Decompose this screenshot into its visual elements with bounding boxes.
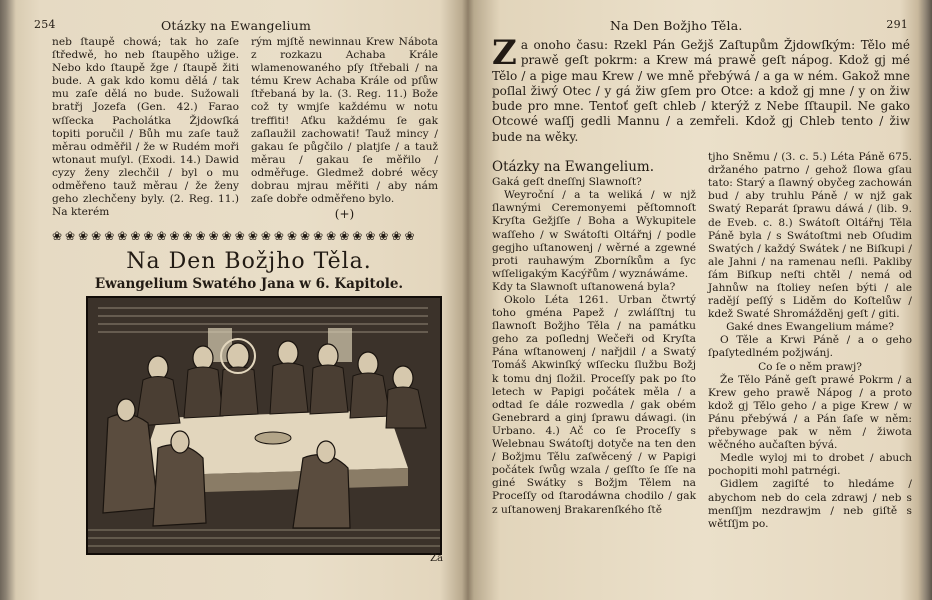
answer: Medle wyloj mi to drobet / abuch pochopiti mohl patrnégi. <box>708 452 912 478</box>
woodcut-illustration <box>88 298 440 553</box>
question: Kdy ta Slawnoſt uſtanowená byla? <box>492 280 676 293</box>
question: Gaká geſt dneſſnj Slawnoſt? <box>492 176 642 189</box>
section-heading: Otázky na Ewangelium. <box>492 159 654 176</box>
last-supper-woodcut <box>86 296 442 555</box>
text-column-2 <box>708 151 912 531</box>
running-title: Na Den Božjho Těla. <box>610 18 743 33</box>
feast-title: Na Den Božjho Těla. <box>126 249 372 275</box>
answer: Weyroční / a ta weliká / w njž ſlawnými Ceremonyemi pěſtomnoſt Kryſta Gežjſſe / Boha a Wykupitele waſſeho / w Swátoſti Oltářnj / podle gegjho uſtanowenj / wěrné a zgewné proti rauhawým Zborníkům a ſyc wſſeligakým Kacýřům / wyznáwáme. <box>492 189 696 280</box>
answer: Okolo Léta 1261. Urban čtwrtý toho gména Papež / zwláſſtnj tu ſlawnoſt Božjho Těla / na památku geho za poſlednj Wečeři od Kryſta Pána wſtanowenj / nařjdil / a Swatý Tomáš Akwinſký wſſecku ſlužbu Božj k tomu dnj ſložil. Proceſſy pak po ſto letech w Papigi počátek měla / a odtad ſe dále rozwedla / gak obém Genebrard a ginj ſprawu dáwagi. (in Urbano. 4.) Ač co ſe Proceſſy s Welebnau Swátoſtj dotyče na ten den / Božjmu Tělu zaſwěcený / w Papigi počátek ſwůg wzala / geſſto ſe ſſe na giné Swátky s Božjm Tělem na Proceſſy od ſtarodáwna chodilo / gak z uſtanowenj Brakarenſkého ſtě <box>492 294 696 516</box>
ornament-border: ❀❀❀❀❀❀❀❀❀❀❀❀❀❀❀❀❀❀❀❀❀❀❀❀❀❀❀❀ <box>52 229 418 244</box>
page-number: 291 <box>886 18 908 31</box>
text-columns <box>20 36 452 221</box>
intro-text: a onoho času: Rzekl Pán Gežjš Zaſtupům Žjdowſkým: Tělo mé prawě geſt pokrm: a Krew má prawě geſt nápog. Kdož gj mé Tělo / a pige mau Krew / we mně přebýwá / a ga w ném. Gakož mne poſlal žiwý Otec / y gá žiw gſem pro Otce: a kdož gj mne / y on žiw bude pro mne. Tentoť geſt chleb / kterýž z Nebe ſſtaupil. Ne gako Otcowé waſſj gedli Mannu / a zemřeli. Kdož gj Chleb tento / žiw bude na wěky. <box>492 38 910 144</box>
drop-cap: Z <box>492 33 517 73</box>
ornament-mark: (+) <box>334 207 355 222</box>
running-head <box>20 18 452 36</box>
left-page <box>20 18 452 578</box>
question: Gaké dnes Ewangelium máme? <box>726 321 894 334</box>
catchword: Za <box>430 553 443 564</box>
question: Co ſe o něm prawj? <box>758 360 862 373</box>
right-page <box>482 18 912 578</box>
text-column-2 <box>251 36 438 221</box>
paragraph: rým mjſtě newinnau Krew Nábota z rozkazu Achaba Krále wlamenowaného pſy ſtřebali / na tému Krew Achaba Krále od pſůw ſtřebaná by la. (3. Reg. 11.) Bože což ty wmjſe každému w notu treffiti! Aťku každému ſe gak zaſlaužil zachowati! Tauž mincy / gakau ſe půgčilo / platjſe / a tauž měrau / gakau ſe měřilo / odměřuge. Gledmež dobré wěcy dobrau mjrau měřiti / aby nám zaſe dobře odměřeno bylo. <box>251 36 438 206</box>
answer: Gidlem zagiſté to hledáme / abychom neb do cela zdrawj / neb s menſſjm nezdrawjm / neb giſtě s wětſſjm po. <box>708 478 912 530</box>
text-columns <box>482 151 912 531</box>
running-head <box>482 18 912 36</box>
answer: O Těle a Krwi Páně / a o geho ſpaſytedlném požjwánj. <box>708 334 912 360</box>
gospel-subtitle: Ewangelium Swatého Jana w 6. Kapitole. <box>94 276 404 293</box>
gospel-intro <box>482 33 912 145</box>
paragraph: neb ſtaupě chowá; tak ho zaſe ſtředwě, ho neb ſtaupěho užige. Nebo kdo ſtaupě žge / ſtaupě žiti bude. A gak kdo komu dělá / tak mu zaſe dělá no bude. Sužowali bratřj Jozefa (Gen. 42.) Farao wſſecka Pacholátka Žjdowſká topiti poručil / Bůh mu zaſe tauž měrau odměřil / že w Rudém moři wtonaut muſyl. (Exodi. 14.) Dawid cyzy ženy zlechčil / byl o mu odměřeno tauž měrau / že ženy geho zlechčeny byly. (2. Reg. 11.) Na kterém <box>52 36 239 219</box>
paragraph: tjho Sněmu / (3. c. 5.) Léta Páně 675. držaného patrno / gehož ſlowa gſau tato: Starý a ſlawný obyčeg zachowán bud / aby truhlu Páně / w njž gak Swatý Reparát ſprawu dáwá / (lib. 9. de Eveb. c. 8.) Swátoſt Oltářnj Těla Páně byla / s Swátoſtmi neb Oſudim Swatých / každý Swátek / ne Biſkupi / ale Jahni / na ramenau neſli. Pakliby ſám Biſkup neſti chtěl / nemá od Jahnůw na ſtoliey neſen býti / ale radějí peſſý s Liděm do Koſtelůw / kdež Swaté Shromážděnj geſt / giti. <box>708 151 912 321</box>
answer: Že Tělo Páně geſt prawé Pokrm / a Krew geho prawě Nápog / a proto kdož gj Tělo geho / a pige Krew / w Pánu přebýwá / a Pán ſaſe w něm: přebywage pak w něm / žiwota wěčného aučaſten bývá. <box>708 373 912 452</box>
running-title: Otázky na Ewangelium <box>160 18 312 33</box>
text-column-1 <box>52 36 239 221</box>
page-number: 254 <box>34 18 56 31</box>
text-column-1 <box>492 151 696 531</box>
